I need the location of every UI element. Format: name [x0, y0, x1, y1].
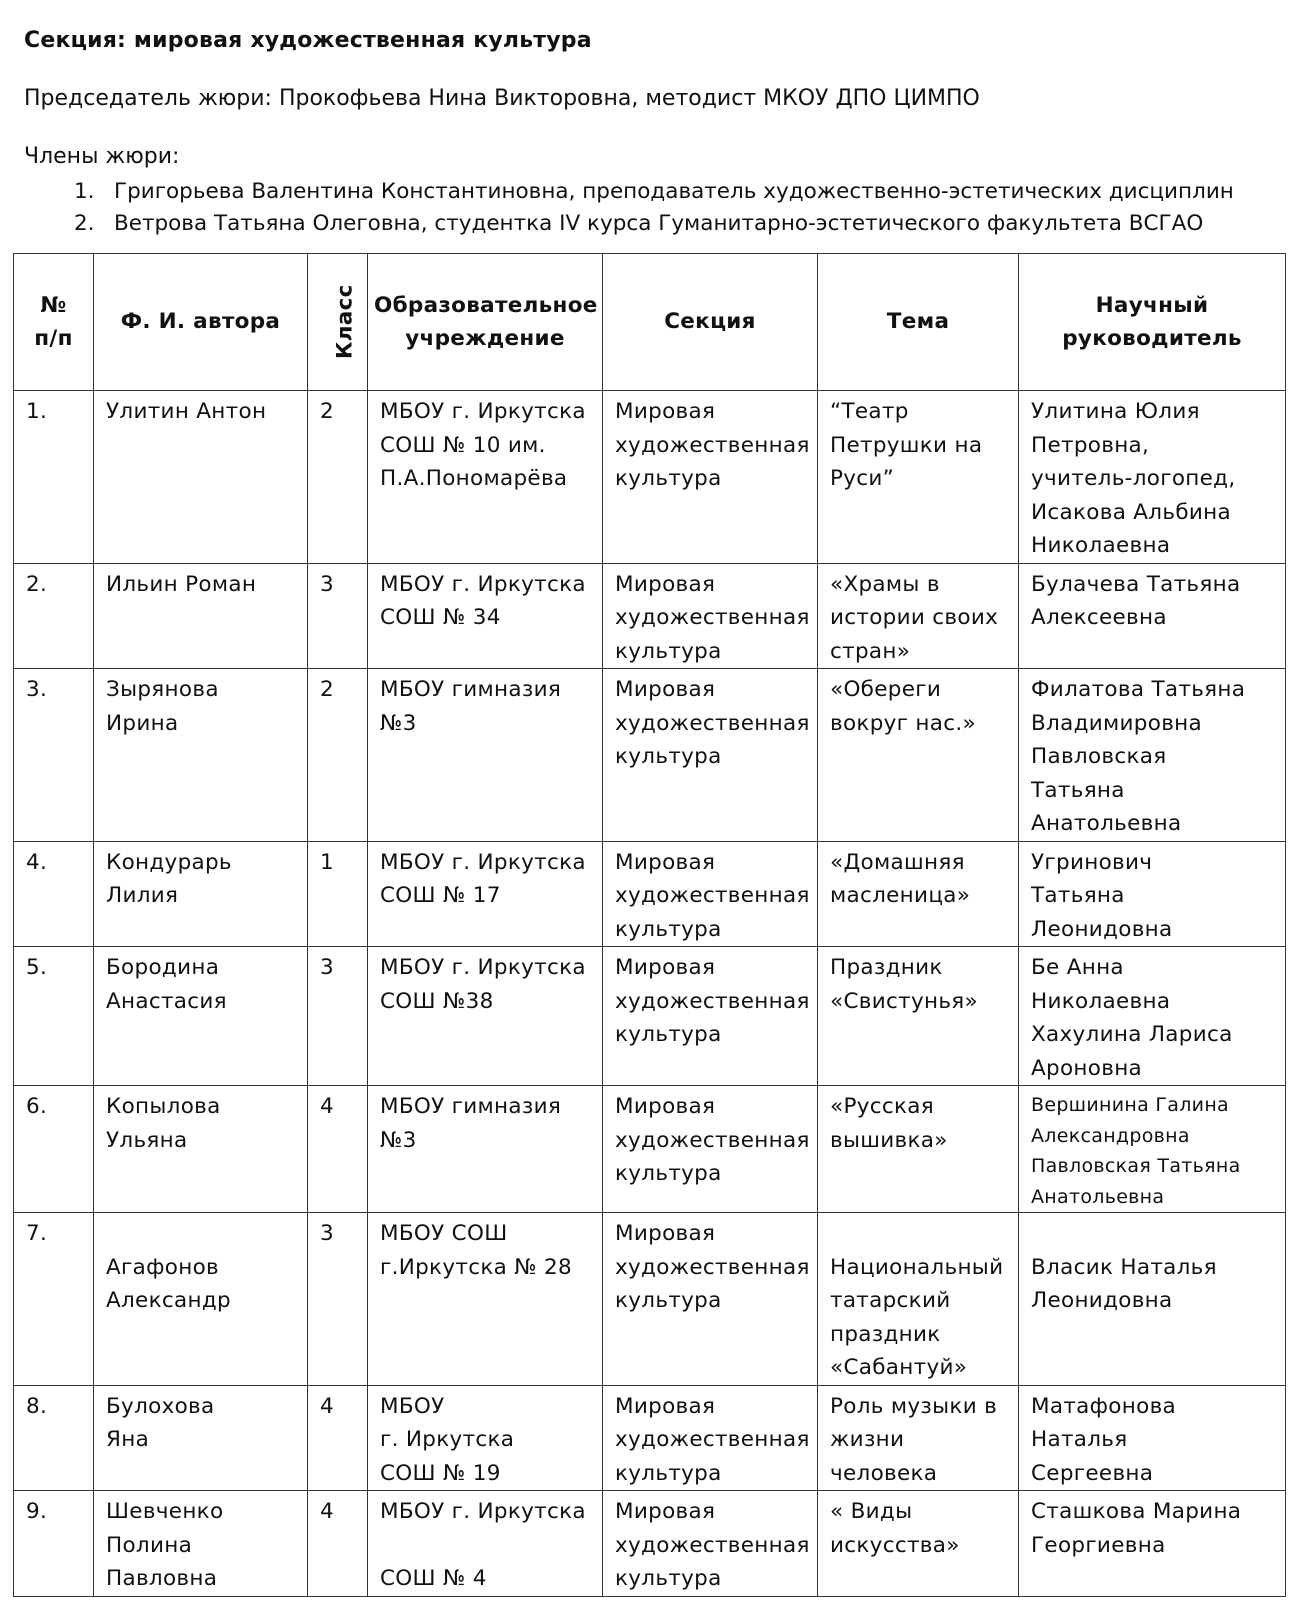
cell-line: вокруг нас.» — [830, 710, 976, 736]
cell-section — [603, 1213, 818, 1386]
cell-school — [368, 841, 603, 947]
cell-school — [368, 669, 603, 842]
cell-line: татарский — [830, 1288, 951, 1313]
cell-section — [603, 563, 818, 669]
cell-line: Петрушки на — [830, 432, 983, 458]
table-row — [14, 1385, 1286, 1491]
cell-line: Матафонова — [1031, 1393, 1177, 1419]
participants-table — [13, 253, 1286, 1597]
cell-topic — [818, 1213, 1019, 1386]
cell-advisor — [1019, 391, 1286, 564]
header-num: № п/п — [14, 254, 94, 391]
cell-line: Улитин Антон — [106, 399, 267, 424]
cell-line: Мировая — [615, 1499, 716, 1524]
cell-line: Мировая — [615, 677, 716, 702]
cell-line: Копылова — [106, 1094, 221, 1119]
cell-num: 6. — [14, 1086, 94, 1213]
table-row — [14, 1213, 1286, 1386]
cell-line: художественная — [615, 1427, 810, 1452]
cell-line: Петровна, — [1031, 432, 1150, 458]
cell-line: Ильин Роман — [106, 571, 257, 597]
cell-class: 1 — [308, 841, 368, 947]
cell-line: №3 — [380, 710, 417, 736]
cell-line: Бородина — [106, 955, 220, 980]
cell-advisor — [1019, 947, 1286, 1086]
cell-line: Алексеевна — [1031, 605, 1167, 630]
cell-line: Мировая — [615, 1221, 716, 1246]
cell-class: 2 — [308, 391, 368, 564]
cell-line: Ульяна — [106, 1127, 188, 1153]
cell-line: культура — [615, 1161, 722, 1186]
cell-line: Николаевна — [1031, 988, 1171, 1014]
cell-line: СОШ №38 — [380, 988, 494, 1014]
cell-line: культура — [615, 466, 722, 491]
cell-line: Агафонов — [106, 1254, 219, 1280]
cell-line — [830, 1217, 1006, 1251]
cell-line: Сташкова Марина — [1031, 1499, 1242, 1524]
cell-section — [603, 1086, 818, 1213]
cell-class: 3 — [308, 947, 368, 1086]
header-author: Ф. И. автора — [94, 254, 308, 391]
cell-author — [94, 841, 308, 947]
cell-line: Кондурарь — [106, 849, 232, 875]
cell-line: художественная — [615, 988, 810, 1014]
cell-line: «Домашняя — [830, 849, 965, 875]
cell-line: П.А.Пономарёва — [380, 466, 568, 491]
cell-line: учитель-логопед, — [1031, 466, 1236, 491]
cell-line: художественная — [615, 1127, 810, 1153]
cell-line: « Виды — [830, 1499, 913, 1524]
cell-line: Владимировна — [1031, 710, 1203, 736]
cell-section — [603, 841, 818, 947]
cell-num: 7. — [14, 1213, 94, 1386]
cell-line: Сергеевна — [1031, 1460, 1154, 1486]
cell-author — [94, 1491, 308, 1597]
cell-line: Александр — [106, 1288, 231, 1313]
cell-author — [94, 1385, 308, 1491]
cell-line: Павловна — [106, 1566, 218, 1591]
cell-school — [368, 1385, 603, 1491]
cell-line: художественная — [615, 1532, 810, 1558]
table-row — [14, 947, 1286, 1086]
jury-members-list — [74, 176, 1234, 240]
cell-advisor — [1019, 669, 1286, 842]
cell-line: Мировая — [615, 1094, 716, 1119]
header-section: Секция — [603, 254, 818, 391]
cell-author — [94, 947, 308, 1086]
table-header-row — [14, 254, 1286, 391]
cell-line: праздник — [830, 1321, 941, 1347]
table-body — [14, 391, 1286, 1597]
cell-line: СОШ № 10 им. — [380, 432, 546, 458]
cell-advisor — [1019, 1491, 1286, 1597]
cell-line: Мировая — [615, 571, 716, 597]
cell-line: МБОУ г. Иркутска — [380, 849, 586, 875]
cell-topic — [818, 841, 1019, 947]
cell-class: 2 — [308, 669, 368, 842]
cell-advisor — [1019, 841, 1286, 947]
jury-member-number: 1. — [74, 179, 95, 204]
cell-school — [368, 947, 603, 1086]
table-row — [14, 841, 1286, 947]
cell-line: Бе Анна — [1031, 955, 1124, 980]
header-topic: Тема — [818, 254, 1019, 391]
cell-topic — [818, 669, 1019, 842]
cell-line: культура — [615, 638, 722, 664]
cell-line: Шевченко — [106, 1499, 224, 1524]
cell-line: №3 — [380, 1127, 417, 1153]
cell-line: Национальный — [830, 1254, 1004, 1280]
cell-line: Мировая — [615, 849, 716, 875]
cell-line: Александровна — [1031, 1124, 1190, 1147]
cell-line — [380, 1529, 590, 1563]
cell-author — [94, 563, 308, 669]
cell-school — [368, 1491, 603, 1597]
cell-line: Улитина Юлия — [1031, 399, 1200, 424]
cell-advisor — [1019, 1086, 1286, 1213]
cell-line: СОШ № 19 — [380, 1460, 501, 1486]
cell-line: МБОУ г. Иркутска — [380, 399, 586, 424]
cell-line: МБОУ СОШ — [380, 1221, 508, 1246]
cell-line: Яна — [106, 1427, 150, 1452]
cell-topic — [818, 563, 1019, 669]
cell-line: Павловская — [1031, 744, 1167, 769]
cell-line: культура — [615, 1566, 722, 1591]
cell-topic — [818, 1086, 1019, 1213]
cell-num: 3. — [14, 669, 94, 842]
cell-class: 4 — [308, 1385, 368, 1491]
cell-section — [603, 947, 818, 1086]
cell-num: 8. — [14, 1385, 94, 1491]
cell-class: 3 — [308, 1213, 368, 1386]
cell-line: СОШ № 4 — [380, 1566, 487, 1591]
cell-line: Павловская Татьяна — [1031, 1155, 1241, 1177]
cell-line: МБОУ г. Иркутска — [380, 955, 586, 980]
cell-line: Николаевна — [1031, 533, 1171, 558]
cell-line: Ирина — [106, 710, 179, 736]
cell-line: МБОУ г. Иркутска — [380, 571, 586, 597]
cell-line: Праздник — [830, 955, 943, 980]
cell-line: Анатольевна — [1031, 811, 1182, 836]
cell-line: культура — [615, 1022, 722, 1047]
cell-line: Полина — [106, 1532, 193, 1558]
cell-line: искусства» — [830, 1532, 960, 1558]
cell-section — [603, 669, 818, 842]
cell-line: Вершинина Галина — [1031, 1094, 1229, 1116]
cell-line: художественная — [615, 1254, 810, 1280]
cell-advisor — [1019, 1385, 1286, 1491]
cell-class: 4 — [308, 1086, 368, 1213]
jury-chair: Председатель жюри: Прокофьева Нина Викторовна, методист МКОУ ДПО ЦИМПО — [24, 86, 980, 111]
jury-member-text: Ветрова Татьяна Олеговна, студентка IV курса Гуманитарно-эстетического факультета ВСГАО — [114, 211, 1204, 236]
cell-line: Филатова Татьяна — [1031, 677, 1246, 702]
table-row — [14, 391, 1286, 564]
cell-section — [603, 391, 818, 564]
cell-line: Анатольевна — [1031, 1185, 1165, 1208]
cell-author — [94, 1086, 308, 1213]
cell-line: Мировая — [615, 955, 716, 980]
cell-line: художественная — [615, 605, 810, 630]
cell-line: вышивка» — [830, 1127, 948, 1153]
cell-line: масленица» — [830, 883, 971, 908]
cell-topic — [818, 1491, 1019, 1597]
cell-line: Леонидовна — [1031, 1288, 1173, 1313]
cell-line: Зырянова — [106, 677, 219, 702]
cell-line: человека — [830, 1460, 938, 1486]
cell-line: Руси” — [830, 466, 895, 491]
cell-line: «Сабантуй» — [830, 1355, 968, 1380]
cell-line: стран» — [830, 638, 911, 664]
cell-section — [603, 1385, 818, 1491]
cell-line: Наталья — [1031, 1427, 1128, 1452]
cell-line: СОШ № 17 — [380, 883, 501, 908]
cell-line: Анастасия — [106, 988, 227, 1014]
table-row — [14, 1086, 1286, 1213]
cell-line: «Русская — [830, 1094, 934, 1119]
cell-line: культура — [615, 1460, 722, 1486]
cell-num: 9. — [14, 1491, 94, 1597]
cell-num: 2. — [14, 563, 94, 669]
cell-line: Леонидовна — [1031, 916, 1173, 942]
cell-line: г.Иркутска № 28 — [380, 1254, 572, 1280]
cell-advisor — [1019, 563, 1286, 669]
jury-members-label: Члены жюри: — [24, 144, 180, 169]
cell-line: Булохова — [106, 1393, 215, 1419]
cell-author — [94, 669, 308, 842]
header-class: Класс — [308, 254, 368, 391]
jury-member-text: Григорьева Валентина Константиновна, преподаватель художественно-эстетических дисциплин — [114, 179, 1234, 204]
cell-line: Власик Наталья — [1031, 1254, 1217, 1280]
cell-line — [106, 1217, 295, 1251]
cell-line: “Театр — [830, 399, 909, 424]
cell-line: Мировая — [615, 1393, 716, 1419]
jury-member — [74, 176, 1234, 208]
cell-section — [603, 1491, 818, 1597]
cell-topic — [818, 947, 1019, 1086]
cell-topic — [818, 1385, 1019, 1491]
cell-line: Хахулина Лариса — [1031, 1022, 1233, 1047]
cell-school — [368, 391, 603, 564]
cell-line: МБОУ гимназия — [380, 1094, 562, 1119]
cell-num: 4. — [14, 841, 94, 947]
cell-line: Татьяна — [1031, 777, 1125, 803]
cell-line: Булачева Татьяна — [1031, 571, 1241, 597]
cell-line: МБОУ г. Иркутска — [380, 1499, 586, 1524]
cell-line: культура — [615, 744, 722, 769]
cell-line: художественная — [615, 710, 810, 736]
cell-line: СОШ № 34 — [380, 605, 501, 630]
cell-line: истории своих — [830, 605, 999, 630]
cell-line: Георгиевна — [1031, 1532, 1166, 1558]
cell-author — [94, 391, 308, 564]
cell-line: художественная — [615, 883, 810, 908]
cell-line: Угринович — [1031, 849, 1153, 875]
jury-member — [74, 208, 1234, 240]
cell-line: Мировая — [615, 399, 716, 424]
cell-line: «Храмы в — [830, 571, 940, 597]
cell-class: 3 — [308, 563, 368, 669]
page-title: Секция: мировая художественная культура — [24, 28, 592, 53]
cell-line: культура — [615, 1288, 722, 1313]
cell-line: Роль музыки в — [830, 1393, 998, 1419]
table-row — [14, 669, 1286, 842]
cell-line: Лилия — [106, 883, 179, 908]
cell-num: 1. — [14, 391, 94, 564]
cell-class: 4 — [308, 1491, 368, 1597]
table-row — [14, 1491, 1286, 1597]
cell-num: 5. — [14, 947, 94, 1086]
cell-school — [368, 1086, 603, 1213]
cell-line: МБОУ — [380, 1393, 445, 1419]
header-school: Образовательное учреждение — [368, 254, 603, 391]
cell-advisor — [1019, 1213, 1286, 1386]
cell-line — [1031, 1217, 1273, 1251]
cell-line: «Обереги — [830, 677, 942, 702]
cell-line: Исакова Альбина — [1031, 499, 1231, 525]
cell-line: жизни — [830, 1427, 905, 1452]
cell-line: художественная — [615, 432, 810, 458]
table-row — [14, 563, 1286, 669]
cell-line: культура — [615, 916, 722, 942]
header-advisor: Научный руководитель — [1019, 254, 1286, 391]
cell-line: «Свистунья» — [830, 988, 978, 1014]
cell-line: Ароновна — [1031, 1055, 1143, 1081]
cell-line: г. Иркутска — [380, 1427, 515, 1452]
cell-author — [94, 1213, 308, 1386]
cell-line: Татьяна — [1031, 883, 1125, 908]
cell-topic — [818, 391, 1019, 564]
cell-school — [368, 563, 603, 669]
cell-line: МБОУ гимназия — [380, 677, 562, 702]
jury-member-number: 2. — [74, 211, 95, 236]
cell-school — [368, 1213, 603, 1386]
